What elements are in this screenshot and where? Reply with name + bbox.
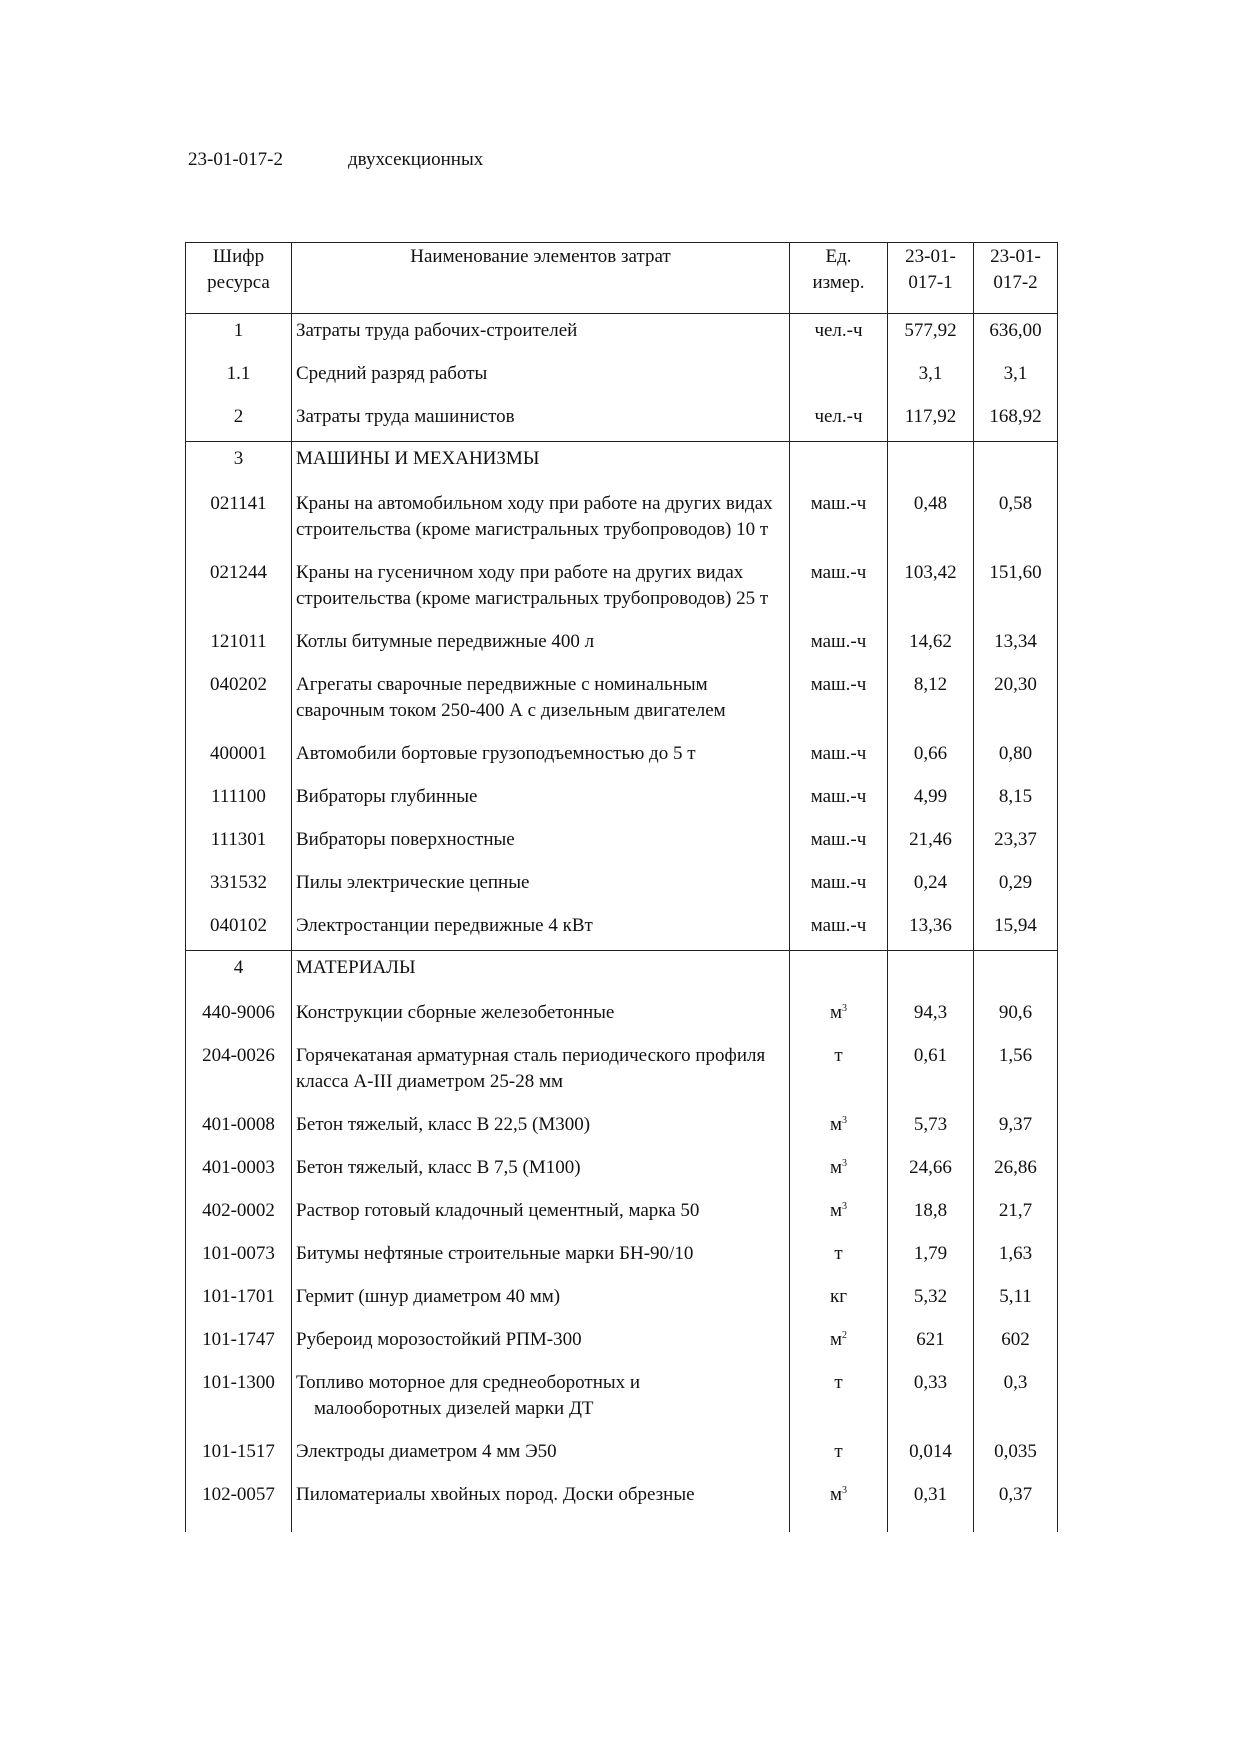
norm-value-1: 1,79 — [888, 1235, 974, 1278]
table-row — [186, 778, 1058, 821]
resource-code: 101-1517 — [186, 1433, 292, 1476]
name-text: Краны на гусеничном ходу при работе на других видах строительства (кроме магистральных трубопроводов) 25 т — [296, 562, 769, 609]
unit — [790, 1235, 888, 1278]
table-row — [186, 666, 1058, 735]
unit-text: маш.-ч — [810, 493, 867, 514]
resource-code: 102-0057 — [186, 1476, 292, 1532]
resource-code: 121011 — [186, 623, 292, 666]
resource-code: 111301 — [186, 821, 292, 864]
unit — [790, 994, 888, 1037]
name-text: Рубероид морозостойкий РПМ-300 — [296, 1329, 582, 1350]
table-row — [186, 1149, 1058, 1192]
norm-value-1: 0,33 — [888, 1364, 974, 1433]
norm-value-1: 14,62 — [888, 623, 974, 666]
unit — [790, 864, 888, 907]
norm-value-1: 21,46 — [888, 821, 974, 864]
norm-value-2: 0,29 — [974, 864, 1058, 907]
norm-value-2: 1,63 — [974, 1235, 1058, 1278]
resource-code: 4 — [186, 951, 292, 995]
resource-code: 021141 — [186, 485, 292, 554]
table-row — [186, 554, 1058, 623]
norm-value-2: 13,34 — [974, 623, 1058, 666]
unit — [790, 778, 888, 821]
resource-code: 101-1300 — [186, 1364, 292, 1433]
cost-element-name — [292, 398, 790, 442]
norm-value-2: 0,035 — [974, 1433, 1058, 1476]
unit — [790, 1149, 888, 1192]
unit-text: т — [834, 1045, 843, 1066]
header-unit: Ед. измер. — [790, 243, 888, 314]
resource-code: 021244 — [186, 554, 292, 623]
unit — [790, 314, 888, 356]
unit-text: маш.-ч — [810, 872, 867, 893]
name-text: Котлы битумные передвижные 400 л — [296, 631, 595, 652]
resource-code: 331532 — [186, 864, 292, 907]
cost-element-name — [292, 821, 790, 864]
cost-element-name — [292, 442, 790, 486]
norm-value-2: 602 — [974, 1321, 1058, 1364]
name-text: Бетон тяжелый, класс В 22,5 (М300) — [296, 1114, 591, 1135]
unit-text: маш.-ч — [810, 674, 867, 695]
table-row — [186, 355, 1058, 398]
norm-value-2: 90,6 — [974, 994, 1058, 1037]
norm-value-1: 8,12 — [888, 666, 974, 735]
cost-element-name — [292, 314, 790, 356]
norm-value-2: 5,11 — [974, 1278, 1058, 1321]
unit — [790, 1364, 888, 1433]
unit-text: кг — [829, 1286, 848, 1307]
cost-element-name — [292, 1476, 790, 1532]
norm-value-1 — [888, 951, 974, 995]
norm-value-1: 13,36 — [888, 907, 974, 951]
cost-element-name — [292, 1235, 790, 1278]
norm-value-2: 151,60 — [974, 554, 1058, 623]
norm-value-1: 0,48 — [888, 485, 974, 554]
heading-code: 23-01-017-2 — [188, 149, 283, 170]
table-header-row — [186, 243, 1058, 314]
resource-code: 1.1 — [186, 355, 292, 398]
resource-code: 402-0002 — [186, 1192, 292, 1235]
cost-element-name — [292, 994, 790, 1037]
cost-element-name — [292, 1364, 790, 1433]
norm-value-1: 577,92 — [888, 314, 974, 356]
cost-element-name — [292, 554, 790, 623]
table-row — [186, 1364, 1058, 1433]
unit-exponent: 2 — [842, 1330, 848, 1341]
resource-code: 440-9006 — [186, 994, 292, 1037]
name-text: Электроды диаметром 4 мм Э50 — [296, 1441, 557, 1462]
unit — [790, 1476, 888, 1532]
unit — [790, 355, 888, 398]
unit — [790, 1037, 888, 1106]
resource-code: 111100 — [186, 778, 292, 821]
document-heading — [188, 149, 483, 171]
norm-value-1: 24,66 — [888, 1149, 974, 1192]
name-text: Раствор готовый кладочный цементный, марка 50 — [296, 1200, 700, 1221]
table-row — [186, 1278, 1058, 1321]
unit-text: м — [829, 1484, 843, 1505]
norm-value-1: 18,8 — [888, 1192, 974, 1235]
cost-element-name — [292, 1106, 790, 1149]
resource-code: 040102 — [186, 907, 292, 951]
resource-code: 204-0026 — [186, 1037, 292, 1106]
table-row — [186, 1192, 1058, 1235]
unit-text: чел.-ч — [814, 320, 863, 341]
table-row — [186, 1235, 1058, 1278]
heading-text: двухсекционных — [348, 149, 484, 170]
cost-element-name — [292, 735, 790, 778]
norm-value-2: 26,86 — [974, 1149, 1058, 1192]
norm-value-2: 636,00 — [974, 314, 1058, 356]
section-row — [186, 442, 1058, 486]
unit-text: т — [834, 1372, 843, 1393]
unit-text: маш.-ч — [810, 829, 867, 850]
resource-code: 101-1701 — [186, 1278, 292, 1321]
unit-text: маш.-ч — [810, 786, 867, 807]
norm-value-2: 23,37 — [974, 821, 1058, 864]
name-text: Агрегаты сварочные передвижные с номинальным сварочным током 250-400 А с дизельным двигателем — [296, 674, 726, 721]
unit-exponent: 3 — [842, 1003, 848, 1014]
norm-value-1: 94,3 — [888, 994, 974, 1037]
unit — [790, 1106, 888, 1149]
header-resource-code: Шифр ресурса — [186, 243, 292, 314]
resource-code: 101-0073 — [186, 1235, 292, 1278]
unit — [790, 735, 888, 778]
name-text: Автомобили бортовые грузоподъемностью до 5 т — [296, 743, 696, 764]
norm-value-2: 168,92 — [974, 398, 1058, 442]
table-row — [186, 1106, 1058, 1149]
table-row — [186, 314, 1058, 356]
resource-code: 401-0003 — [186, 1149, 292, 1192]
name-text: Конструкции сборные железобетонные — [296, 1002, 615, 1023]
name-text: Битумы нефтяные строительные марки БН-90/10 — [296, 1243, 694, 1264]
unit — [790, 442, 888, 486]
table-row — [186, 907, 1058, 951]
norm-value-2: 0,37 — [974, 1476, 1058, 1532]
unit — [790, 666, 888, 735]
unit-text: м — [829, 1329, 843, 1350]
unit — [790, 1321, 888, 1364]
norm-value-1: 103,42 — [888, 554, 974, 623]
cost-element-name — [292, 1149, 790, 1192]
resource-code: 3 — [186, 442, 292, 486]
cost-element-name — [292, 1321, 790, 1364]
unit-text: т — [834, 1441, 843, 1462]
norm-value-2: 8,15 — [974, 778, 1058, 821]
name-text: МАТЕРИАЛЫ — [296, 957, 416, 978]
name-text: Пилы электрические цепные — [296, 872, 530, 893]
norm-value-1: 117,92 — [888, 398, 974, 442]
norm-value-1: 0,24 — [888, 864, 974, 907]
resource-code: 2 — [186, 398, 292, 442]
table-row — [186, 485, 1058, 554]
name-text: Горячекатаная арматурная сталь периодического профиля класса А-III диаметром 25-28 мм — [296, 1045, 766, 1092]
unit — [790, 554, 888, 623]
resource-code: 1 — [186, 314, 292, 356]
unit — [790, 907, 888, 951]
name-text: Электростанции передвижные 4 кВт — [296, 915, 593, 936]
norm-value-2: 9,37 — [974, 1106, 1058, 1149]
cost-element-name — [292, 666, 790, 735]
table-row — [186, 1321, 1058, 1364]
table-row — [186, 398, 1058, 442]
cost-element-name — [292, 1278, 790, 1321]
norm-value-1 — [888, 442, 974, 486]
unit-exponent: 3 — [842, 1158, 848, 1169]
norm-value-1: 0,014 — [888, 1433, 974, 1476]
header-norm-1: 23-01- 017-1 — [888, 243, 974, 314]
unit-exponent: 3 — [842, 1115, 848, 1126]
norm-value-2: 0,58 — [974, 485, 1058, 554]
table-row — [186, 1476, 1058, 1532]
table-row — [186, 623, 1058, 666]
cost-element-name — [292, 1037, 790, 1106]
unit — [790, 1192, 888, 1235]
section-row — [186, 951, 1058, 995]
table-body — [186, 314, 1058, 1533]
name-text: МАШИНЫ И МЕХАНИЗМЫ — [296, 448, 540, 469]
name-text: Гермит (шнур диаметром 40 мм) — [296, 1286, 561, 1307]
unit — [790, 623, 888, 666]
cost-element-name — [292, 951, 790, 995]
table-row — [186, 1037, 1058, 1106]
norm-value-2: 0,3 — [974, 1364, 1058, 1433]
unit-text: маш.-ч — [810, 562, 867, 583]
name-text: Бетон тяжелый, класс В 7,5 (М100) — [296, 1157, 581, 1178]
unit-text: т — [834, 1243, 843, 1264]
unit-text: м — [829, 1200, 843, 1221]
norm-value-2 — [974, 442, 1058, 486]
name-text: Вибраторы глубинные — [296, 786, 478, 807]
unit — [790, 398, 888, 442]
cost-element-name — [292, 778, 790, 821]
norm-value-1: 0,61 — [888, 1037, 974, 1106]
name-text: Топливо моторное для среднеоборотных и — [296, 1372, 641, 1393]
header-cost-element-name: Наименование элементов затрат — [292, 243, 790, 314]
table-row — [186, 864, 1058, 907]
unit — [790, 1278, 888, 1321]
table-row — [186, 1433, 1058, 1476]
unit — [790, 485, 888, 554]
unit-exponent: 3 — [842, 1485, 848, 1496]
name-text: Средний разряд работы — [296, 363, 488, 384]
name-text: Затраты труда рабочих-строителей — [296, 320, 578, 341]
norm-value-2: 15,94 — [974, 907, 1058, 951]
unit-text: маш.-ч — [810, 915, 867, 936]
norm-value-1: 0,31 — [888, 1476, 974, 1532]
norm-value-1: 4,99 — [888, 778, 974, 821]
table-row — [186, 735, 1058, 778]
cost-element-name — [292, 864, 790, 907]
name-text: Пиломатериалы хвойных пород. Доски обрезные — [296, 1484, 695, 1505]
unit-text: м — [829, 1002, 843, 1023]
resource-code: 400001 — [186, 735, 292, 778]
name-text: Затраты труда машинистов — [296, 406, 515, 427]
cost-element-name — [292, 1192, 790, 1235]
unit — [790, 821, 888, 864]
unit — [790, 951, 888, 995]
norm-value-1: 5,73 — [888, 1106, 974, 1149]
table-row — [186, 994, 1058, 1037]
resource-code: 101-1747 — [186, 1321, 292, 1364]
cost-element-name — [292, 1433, 790, 1476]
norm-value-1: 621 — [888, 1321, 974, 1364]
resource-code: 040202 — [186, 666, 292, 735]
table-row — [186, 821, 1058, 864]
name-continuation: малооборотных дизелей марки ДТ — [314, 1398, 594, 1419]
unit-text: м — [829, 1114, 843, 1135]
unit-exponent: 3 — [842, 1201, 848, 1212]
unit-text: маш.-ч — [810, 631, 867, 652]
header-norm-2: 23-01- 017-2 — [974, 243, 1058, 314]
norm-value-2: 0,80 — [974, 735, 1058, 778]
norm-value-2: 1,56 — [974, 1037, 1058, 1106]
norm-value-1: 3,1 — [888, 355, 974, 398]
name-text: Вибраторы поверхностные — [296, 829, 515, 850]
cost-element-name — [292, 907, 790, 951]
name-text: Краны на автомобильном ходу при работе на других видах строительства (кроме магистральных трубопроводов) 10 т — [296, 493, 773, 540]
unit-text: м — [829, 1157, 843, 1178]
norm-value-2: 20,30 — [974, 666, 1058, 735]
resource-code: 401-0008 — [186, 1106, 292, 1149]
norm-value-2: 21,7 — [974, 1192, 1058, 1235]
norm-value-1: 0,66 — [888, 735, 974, 778]
cost-element-name — [292, 355, 790, 398]
norm-value-1: 5,32 — [888, 1278, 974, 1321]
unit — [790, 1433, 888, 1476]
cost-element-name — [292, 623, 790, 666]
resource-table — [185, 242, 1058, 1532]
unit-text: чел.-ч — [814, 406, 863, 427]
norm-value-2: 3,1 — [974, 355, 1058, 398]
cost-element-name — [292, 485, 790, 554]
norm-value-2 — [974, 951, 1058, 995]
unit-text: маш.-ч — [810, 743, 867, 764]
